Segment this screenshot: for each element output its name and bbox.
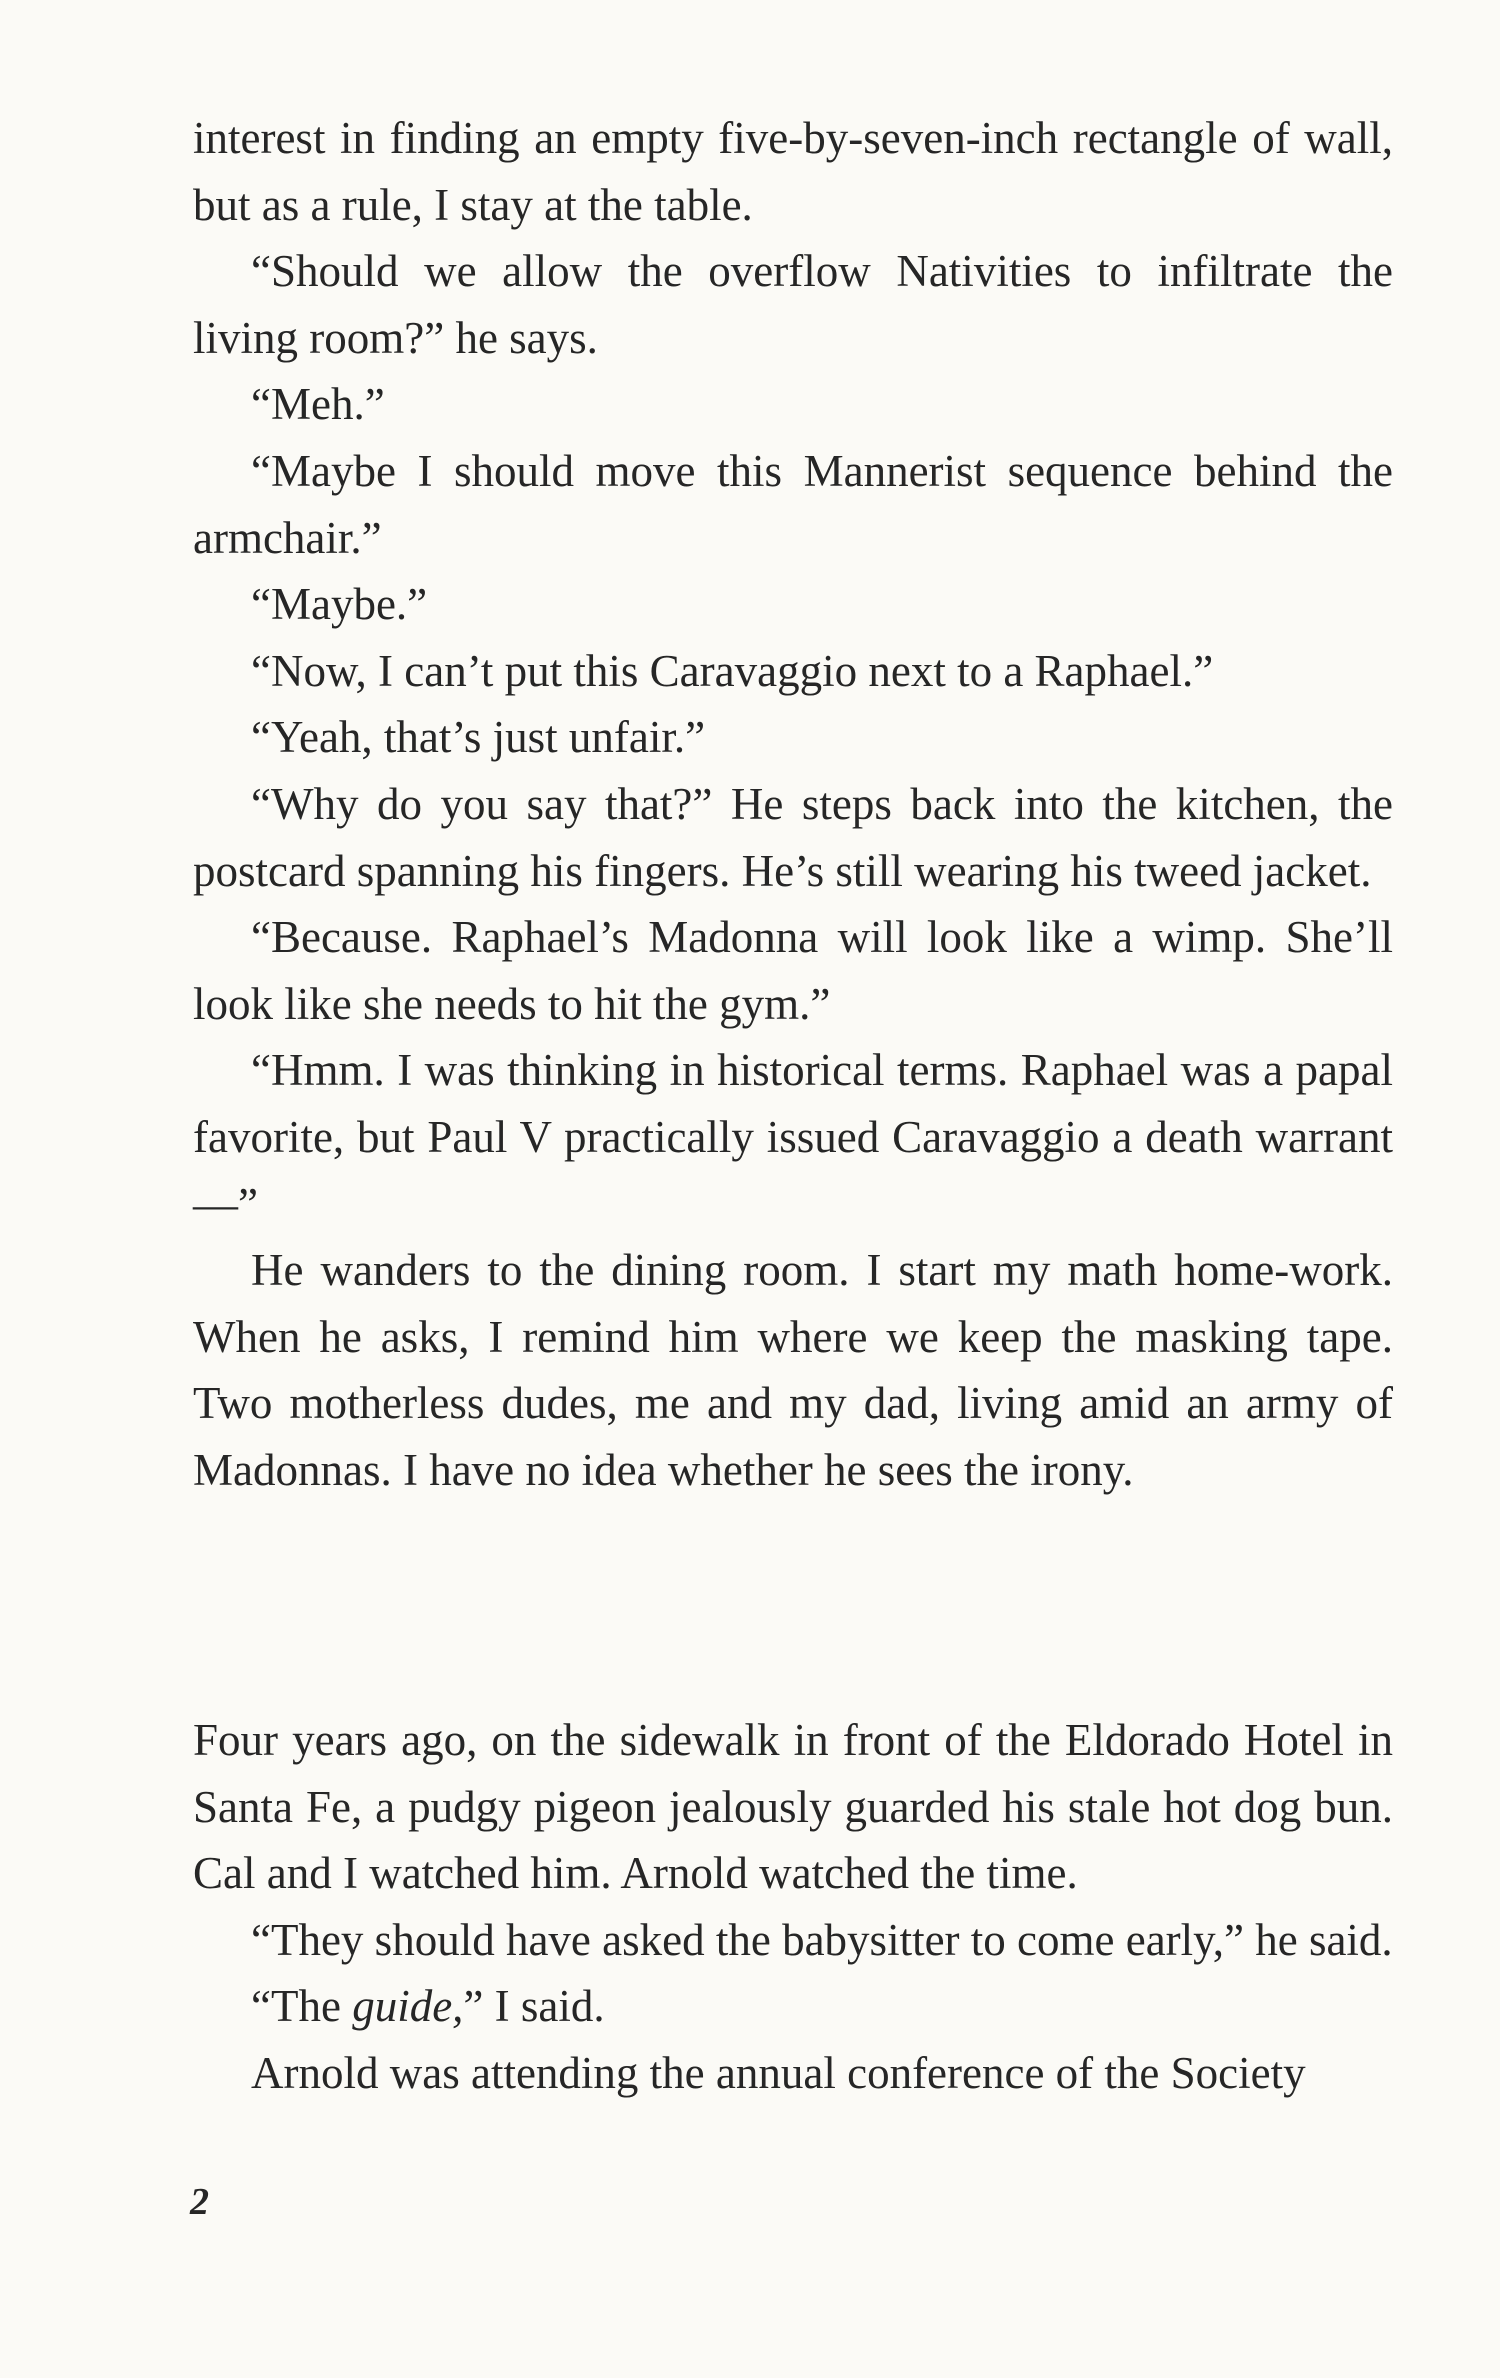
paragraph: He wanders to the dining room. I start my math home-work. When he asks, I remind him where we keep the masking tape. Two motherless dudes, me and my dad, living amid an army of Madonnas. I have no idea whether he sees the irony. [193,1245,1393,1495]
paragraph: “Yeah, that’s just unfair.” [251,712,706,763]
paragraph: “Meh.” [251,379,385,430]
paragraph: interest in finding an empty five-by-seven-inch rectangle of wall, but as a rule, I stay at the table. [193,113,1393,230]
page-number: 2 [190,2181,209,2223]
paragraph: “Now, I can’t put this Caravaggio next to a Raphael.” [251,645,1214,696]
section-one-text [193,105,1393,1503]
paragraph: “They should have asked the babysitter to come early,” he said. [251,1914,1393,1965]
paragraph: “Because. Raphael’s Madonna will look like a wimp. She’ll look like she needs to hit the gym.” [193,912,1393,1029]
section-two-text [193,1707,1393,2107]
emphasized-word: guide, [352,1981,464,2032]
paragraph: “Maybe I should move this Mannerist sequence behind the armchair.” [193,445,1393,563]
paragraph: “Maybe.” [251,579,428,630]
paragraph: “Hmm. I was thinking in historical terms. Raphael was a papal favorite, but Paul V practically issued Caravaggio a death warrant—” [193,1045,1393,1229]
paragraph: Four years ago, on the sidewalk in front of the Eldorado Hotel in Santa Fe, a pudgy pigeon jealously guarded his stale hot dog bun. Cal and I watched him. Arnold watched the time. [193,1715,1393,1899]
paragraph-with-italic: “The guide,” I said. [251,1981,605,2032]
paragraph: Arnold was attending the annual conference of the Society [251,2047,1306,2098]
paragraph: “Why do you say that?” He steps back into the kitchen, the postcard spanning his fingers. He’s still wearing his tweed jacket. [193,778,1393,896]
paragraph: “Should we allow the overflow Nativities to infiltrate the living room?” he says. [193,246,1393,363]
